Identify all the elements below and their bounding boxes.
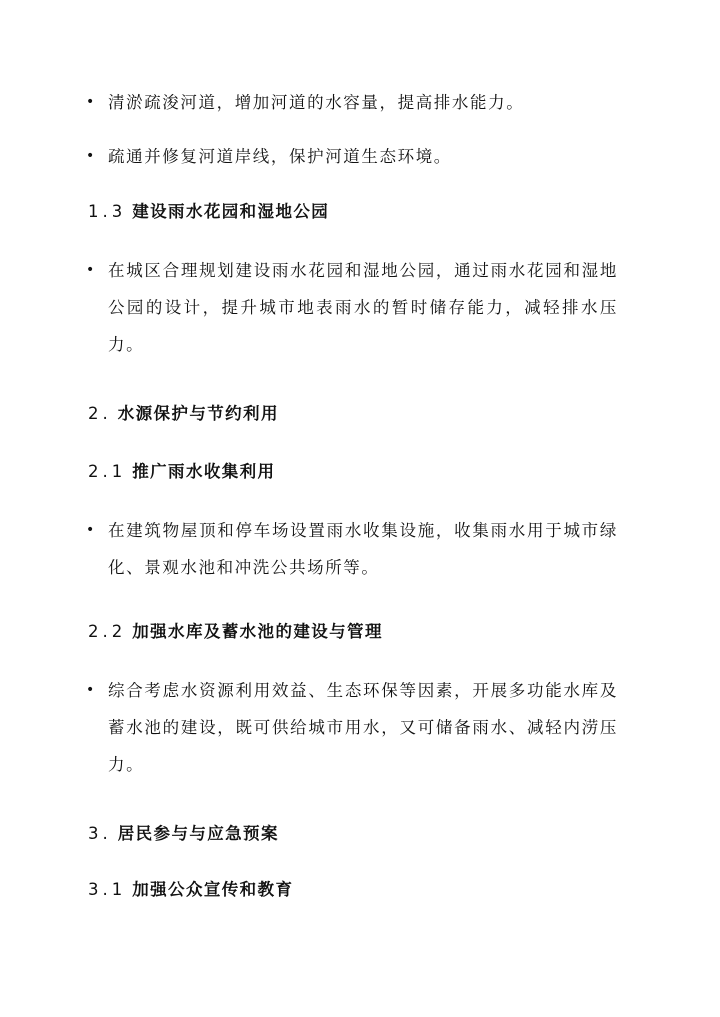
- section-heading: [88, 620, 383, 644]
- section-number: 2.: [88, 404, 112, 423]
- bullet-item: [86, 252, 618, 363]
- section-heading: [88, 878, 293, 902]
- section-number: 2.2: [88, 622, 127, 641]
- bullet-dot: •: [86, 262, 96, 278]
- bullet-item: [86, 138, 618, 175]
- bullet-text: 在建筑物屋顶和停车场设置雨水收集设施，收集雨水用于城市绿化、景观水池和冲洗公共场所等。: [108, 521, 618, 577]
- bullet-dot: •: [86, 148, 96, 164]
- bullet-text: 在城区合理规划建设雨水花园和湿地公园，通过雨水花园和湿地公园的设计，提升城市地表雨水的暂时储存能力，减轻排水压力。: [108, 261, 618, 354]
- bullet-item: [86, 512, 618, 586]
- section-number: 3.: [88, 824, 112, 843]
- bullet-item: [86, 672, 618, 783]
- bullet-dot: •: [86, 522, 96, 538]
- section-title: 居民参与与应急预案: [117, 824, 279, 843]
- bullet-dot: •: [86, 682, 96, 698]
- bullet-text: 综合考虑水资源利用效益、生态环保等因素，开展多功能水库及蓄水池的建设，既可供给城市用水，又可储备雨水、减轻内涝压力。: [108, 681, 618, 774]
- section-number: 1.3: [88, 202, 127, 221]
- section-title: 水源保护与节约利用: [117, 404, 279, 423]
- section-title: 加强水库及蓄水池的建设与管理: [132, 622, 383, 641]
- section-title: 推广雨水收集利用: [132, 462, 276, 481]
- section-heading: [88, 402, 279, 426]
- section-title: 加强公众宣传和教育: [132, 880, 294, 899]
- section-number: 2.1: [88, 462, 127, 481]
- bullet-dot: •: [86, 94, 96, 110]
- section-title: 建设雨水花园和湿地公园: [132, 202, 330, 221]
- bullet-text: 清淤疏浚河道，增加河道的水容量，提高排水能力。: [108, 93, 525, 112]
- section-heading: [88, 460, 275, 484]
- bullet-item: [86, 84, 618, 121]
- section-heading: [88, 822, 279, 846]
- bullet-text: 疏通并修复河道岸线，保护河道生态环境。: [108, 147, 452, 166]
- section-heading: [88, 200, 329, 224]
- section-number: 3.1: [88, 880, 127, 899]
